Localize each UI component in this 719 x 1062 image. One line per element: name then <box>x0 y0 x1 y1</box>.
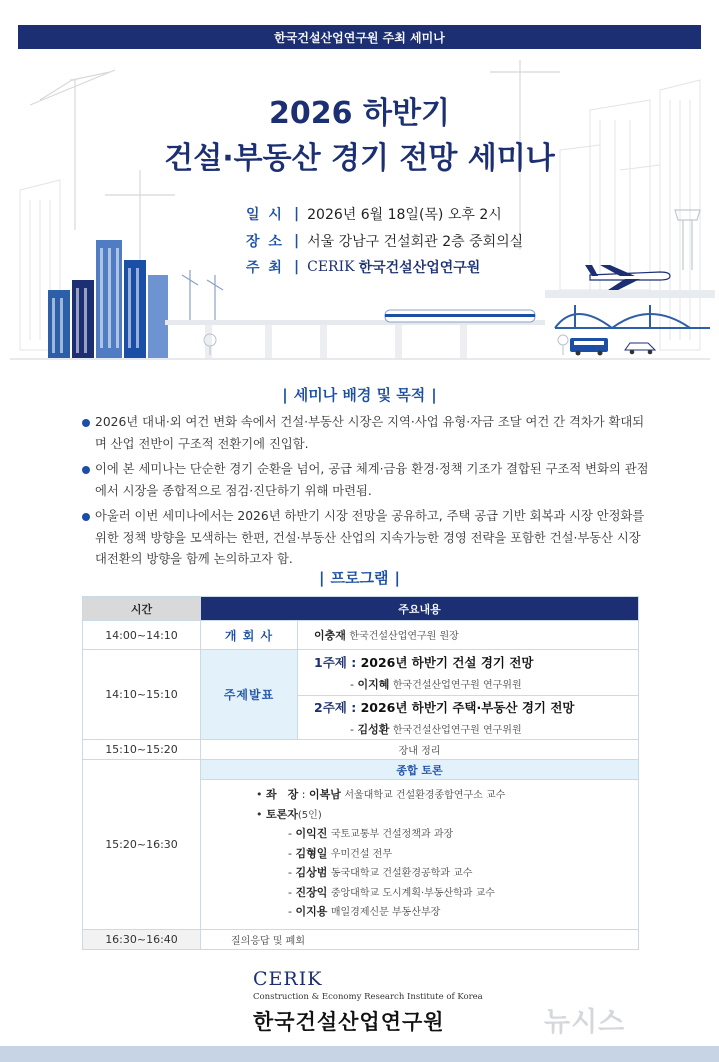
program-heading-text: 프로그램 <box>330 569 389 587</box>
info-date-value: 2026년 6월 18일(목) 오후 2시 <box>307 207 502 223</box>
discussion-label: 종합 토론 <box>201 760 639 780</box>
info-host <box>246 257 480 277</box>
cerik-logo: CERIK <box>307 259 355 275</box>
program-heading: | 프로그램 | <box>319 569 400 587</box>
discussion-time: 15:20~16:30 <box>83 760 201 930</box>
info-date-key: 일 시 <box>246 207 284 223</box>
chair-name: 이복남 <box>308 788 341 801</box>
bullet-item: 2026년 대내·외 여건 변화 속에서 건설·부동산 시장은 지역·사업 유형·자금 조달 여건 간 격차가 확대되며 산업 전반이 구조적 전환기에 진입함. <box>82 412 652 455</box>
car <box>625 343 655 354</box>
bottom-band <box>0 1046 719 1062</box>
closing-time: 16:30~16:40 <box>83 929 201 949</box>
topic2-presenter: 김성환 <box>357 723 390 736</box>
topic1-cell: 1주제 : 2026년 하반기 건설 경기 전망 - 이지혜 한국건설산업연구원 연구위원 <box>298 650 639 696</box>
panelist-name: 김형일 <box>295 846 328 860</box>
footer-korean-name: 한국건설산업연구원 <box>253 1010 445 1034</box>
footer-logo <box>253 968 483 1036</box>
topic2-cell: 2주제 : 2026년 하반기 주택·부동산 경기 전망 - 김성환 한국건설산업연구원 연구위원 <box>298 696 639 740</box>
panelist-affil: 매일경제신문 부동산부장 <box>330 907 441 918</box>
info-divider: | <box>294 233 300 249</box>
topic2-title: 2026년 하반기 주택·부동산 경기 전망 <box>360 700 575 715</box>
topic1-presenter: 이지혜 <box>357 678 390 691</box>
panelist-name: 김상범 <box>295 866 328 879</box>
seminar-title-line1: 2026 하반기 <box>269 96 450 131</box>
topic1-affil: 한국건설산업연구원 연구위원 <box>392 680 522 691</box>
discussion-details: • 좌 장 : 이복남 서울대학교 건설환경종합연구소 교수 • 토론자(5인) - 이익진 국토교통부 건설정책과 과장 - 김형일 우미건설 전무 - 김상범 동국대학교 건설환경공학과 교수 - 진장익 중앙대학교 도시계획·부동산학과 교수 - 이지용 매일경제신문 부동산부장 <box>201 780 639 930</box>
table-row <box>83 650 639 696</box>
panelist-name: 이지용 <box>295 905 328 918</box>
panelist-name: 이익진 <box>295 827 328 840</box>
info-host-key: 주 최 <box>246 260 284 276</box>
panel-count: (5인) <box>297 809 322 821</box>
info-venue-key: 장 소 <box>246 234 284 250</box>
background-heading: | 세미나 배경 및 목적 | <box>282 386 437 404</box>
info-venue-value: 서울 강남구 건설회관 2층 중회의실 <box>307 234 524 250</box>
info-divider: | <box>294 206 300 222</box>
break-label: 장내 정리 <box>201 740 639 760</box>
chair-affil: 서울대학교 건설환경종합연구소 교수 <box>344 790 506 801</box>
table-row <box>83 760 639 780</box>
bullet-item: 이에 본 세미나는 단순한 경기 순환을 넘어, 공급 체계·금융 환경·정책 기조가 결합된 구조적 변화의 관점에서 시장을 종합적으로 점검·진단하기 위해 마련됨. <box>82 459 652 502</box>
wind-turbines <box>182 270 223 320</box>
footer-english-name: Construction & Economy Research Institute of Korea <box>253 992 483 1002</box>
background-heading-text: 세미나 배경 및 목적 <box>293 386 426 404</box>
topic1-number: 1주제 <box>314 655 347 670</box>
info-host-value: 한국건설산업연구원 <box>358 260 481 276</box>
table-header-row <box>83 597 639 621</box>
col-main-header: 주요내용 <box>201 597 639 621</box>
opening-affil: 한국건설산업연구원 원장 <box>349 631 459 642</box>
opening-name: 이충재 <box>314 629 346 642</box>
airplane <box>585 265 670 290</box>
info-divider: | <box>294 259 300 275</box>
newsis-watermark: 뉴시스 <box>544 1007 626 1038</box>
topic1-title: 2026년 하반기 건설 경기 전망 <box>360 655 534 670</box>
panel-label: 토론자 <box>266 807 298 821</box>
control-tower <box>675 210 700 270</box>
chair-label: 좌 장 <box>266 788 299 801</box>
col-time-header: 시간 <box>83 597 201 621</box>
opening-time: 14:00~14:10 <box>83 621 201 650</box>
monorail-train <box>385 310 535 322</box>
topic2-affil: 한국건설산업연구원 연구위원 <box>392 725 522 736</box>
bus <box>570 338 608 356</box>
top-banner: 한국건설산업연구원 주최 세미나 <box>18 25 701 49</box>
panelist-affil: 중앙대학교 도시계획·부동산학과 교수 <box>330 887 495 899</box>
panelist-affil: 국토교통부 건설정책과 과장 <box>330 829 454 840</box>
footer-cerik-logo: CERIK <box>253 968 323 990</box>
table-row <box>83 621 639 650</box>
bridge <box>555 305 710 328</box>
presentation-label: 주제발표 <box>201 650 298 740</box>
bullet-item: 아울러 이번 세미나에서는 2026년 하반기 시장 전망을 공유하고, 주택 공급 기반 회복과 시장 안정화를 위한 정책 방향을 모색하는 한편, 건설·부동산 산업의 지속가능한 경영 전략을 포함한 건설·부동산 시장 대전환의 방향을 함께 논의하고자 함. <box>82 506 652 571</box>
break-time: 15:10~15:20 <box>83 740 201 760</box>
background-bullets <box>82 412 652 571</box>
info-venue <box>246 231 523 251</box>
closing-label: 질의응답 및 폐회 <box>201 929 639 949</box>
panelist-affil: 동국대학교 건설환경공학과 교수 <box>330 868 473 879</box>
program-table <box>82 596 639 950</box>
panelist-name: 진장익 <box>295 885 328 899</box>
info-date <box>246 204 502 224</box>
presentation-time: 14:10~15:10 <box>83 650 201 740</box>
table-row <box>83 740 639 760</box>
trees <box>204 334 568 355</box>
seminar-title-line2: 건설·부동산 경기 전망 세미나 <box>164 141 555 176</box>
opening-speaker <box>298 621 639 650</box>
panelist-affil: 우미건설 전무 <box>330 848 392 860</box>
opening-label: 개 회 사 <box>201 621 298 650</box>
table-row <box>83 929 639 949</box>
topic2-number: 2주제 <box>314 700 347 715</box>
